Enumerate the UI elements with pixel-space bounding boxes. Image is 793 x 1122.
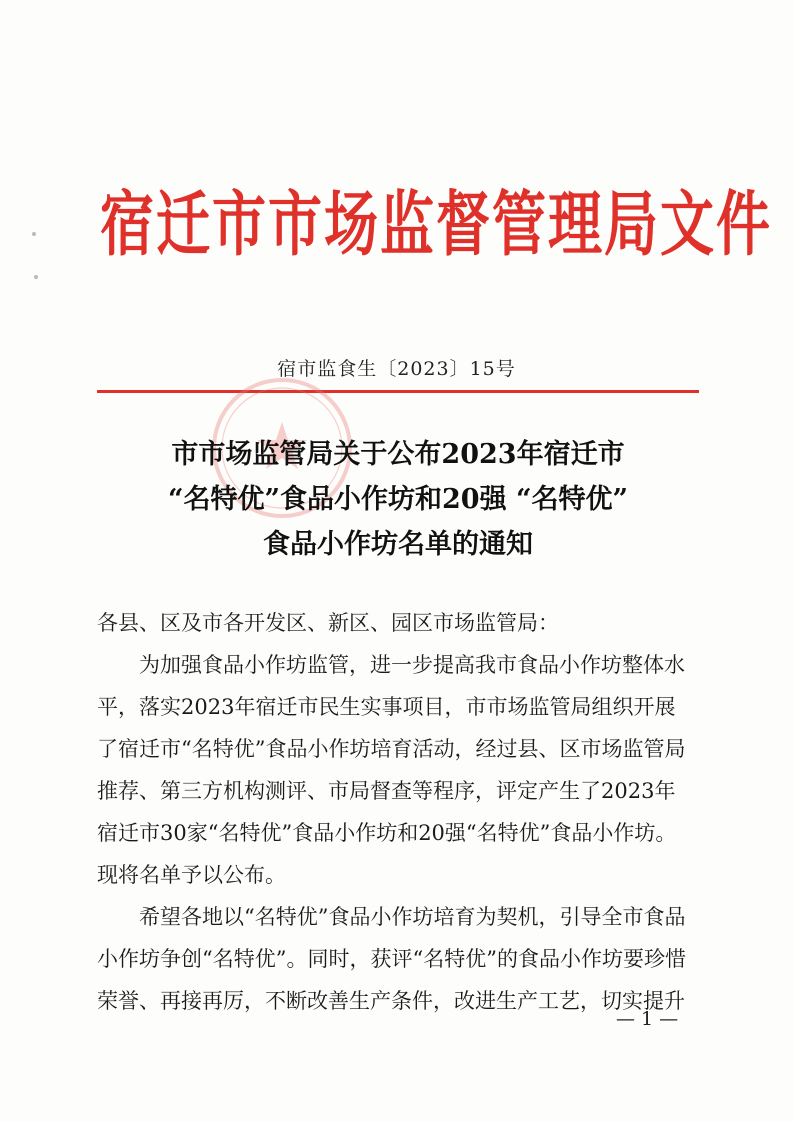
title-line: “名特优”食品小作坊和20强 “名特优” — [167, 484, 629, 515]
paragraph-line: 小作坊争创“名特优”。同时，获评“名特优”的食品小作坊要珍惜 — [97, 947, 686, 971]
title-line: 食品小作坊名单的通知 — [263, 529, 533, 560]
title-line: 市市场监管局关于公布2023年宿迁市 — [171, 439, 625, 470]
paragraph-line: 宿迁市30家“名特优”食品小作坊和20强“名特优”食品小作坊。 — [97, 821, 677, 845]
paragraph-line: 了宿迁市“名特优”食品小作坊培育活动，经过县、区市场监管局 — [97, 737, 686, 761]
paragraph-line: 希望各地以“名特优”食品小作坊培育为契机，引导全市食品 — [139, 905, 686, 929]
document-number: 宿市监食生〔2023〕15号 — [277, 358, 516, 380]
paragraph-line: 为加强食品小作坊监管，进一步提高我市食品小作坊整体水 — [139, 653, 685, 677]
red-separator-line — [97, 390, 699, 393]
paragraph-line: 荣誉、再接再厉，不断改善生产条件，改进生产工艺，切实提升 — [97, 989, 685, 1013]
notice-body — [97, 602, 707, 1022]
paragraph-line: 推荐、第三方机构测评、市局督查等程序，评定产生了2023年 — [97, 779, 676, 803]
scan-speck — [34, 275, 38, 279]
page-number: — 1 — — [616, 1008, 679, 1030]
paragraph-line: 平，落实2023年宿迁市民生实事项目，市市场监管局组织开展 — [97, 695, 676, 719]
notice-title — [100, 432, 696, 567]
paragraph-line: 现将名单予以公布。 — [97, 863, 286, 887]
salutation: 各县、区及市各开发区、新区、园区市场监管局： — [97, 611, 559, 635]
paragraph-1 — [97, 644, 707, 896]
document-masthead: 宿迁市市场监督管理局文件 — [100, 182, 772, 266]
scan-speck — [32, 232, 36, 236]
paragraph-2 — [97, 896, 707, 1022]
